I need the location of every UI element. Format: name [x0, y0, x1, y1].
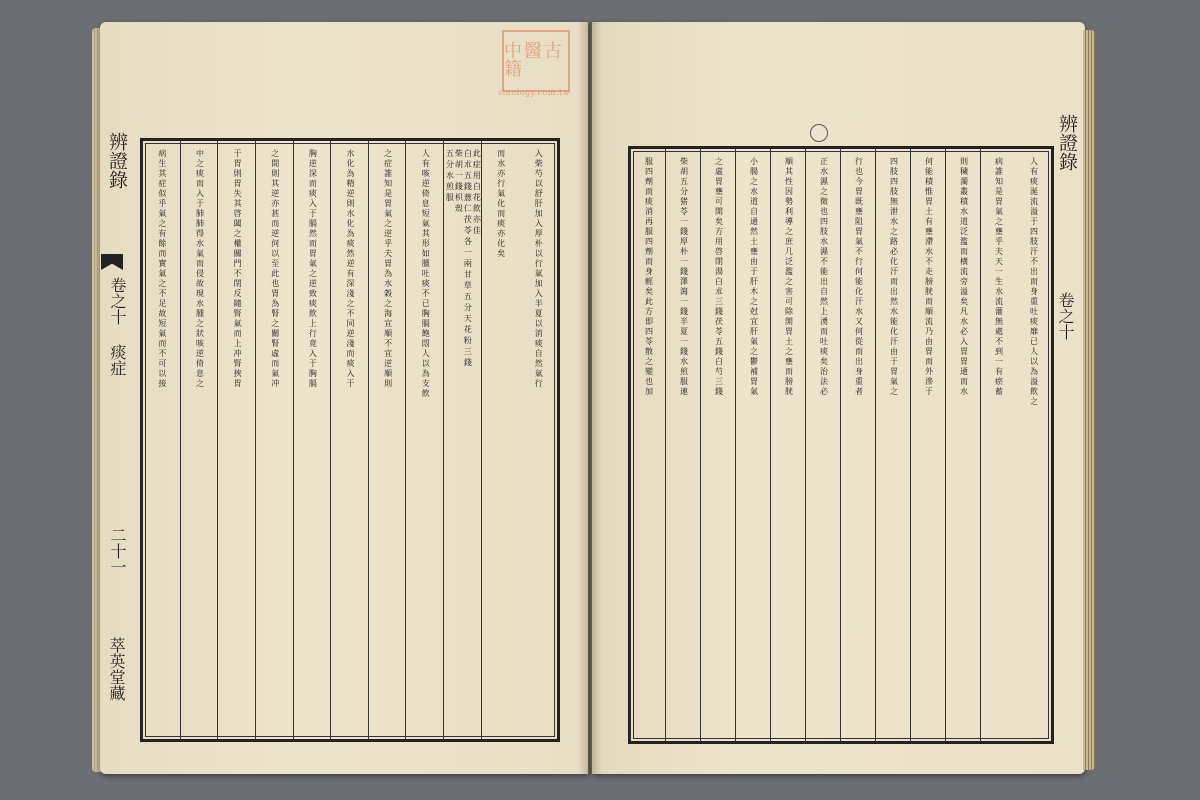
text-column	[180, 141, 219, 739]
left-margin-folio: 二十一	[108, 527, 127, 575]
text-column	[735, 149, 771, 741]
text-column	[217, 141, 256, 739]
annotation-line: 柴胡一錢枳殼	[454, 149, 464, 215]
column-text: 入柴芍以舒肝加入厚朴以行氣加入半夏以消痰自然氣行	[534, 149, 544, 389]
text-column	[840, 149, 876, 741]
right-margin-title: 辨證錄	[1056, 114, 1078, 171]
right-text-frame	[628, 146, 1054, 744]
column-text: 何能積惟胃土有壅滯水不走膀胱而順流乃由胃而外滲于	[924, 157, 934, 397]
text-column	[519, 141, 557, 739]
column-text: 小腸之水道自通然土壅由于肝木之尅宜肝氣之鬱補胃氣	[749, 157, 759, 397]
annotation-line: 白朮五錢薏仁茯苓各一兩甘草五分天花粉三錢	[463, 149, 473, 369]
column-text: 人有痰涎流溢于四肢汗不出而身重吐痰靡已人以為溢飲之	[1029, 157, 1039, 407]
ring-mark	[810, 124, 828, 142]
right-margin-section: 卷之十	[1056, 292, 1075, 340]
left-margin-publisher: 萃英堂藏	[107, 637, 126, 701]
left-text-frame	[140, 138, 560, 742]
annotation-line: 五分水煎服	[445, 149, 455, 204]
left-margin-section: 卷之十 痰症	[108, 277, 127, 376]
column-text: 順其性因勢利導之庶几泛濫之害可除開胃土之壅而膀胱	[784, 157, 794, 397]
text-column	[980, 149, 1016, 741]
column-text: 服四劑而痰消再服四劑而身輕矣此方即四苓散之變也加	[644, 157, 654, 397]
open-book	[100, 22, 1085, 780]
text-column	[805, 149, 841, 741]
column-text: 病誰知是胃氣之壅乎夫天一生水流灌無處不到一有瘀蓄	[994, 157, 1004, 397]
column-text: 四肢四肢無泄水之路必化汗而出然水能化汗由于胃氣之	[889, 157, 899, 397]
text-column	[405, 141, 444, 739]
column-text: 正水濕之徵也四肢水濕不能出自然上湧而吐痰矣治法必	[819, 157, 829, 397]
text-column	[255, 141, 294, 739]
text-column	[945, 149, 981, 741]
text-column	[630, 149, 666, 741]
column-text: 病生其症似乎氣之有餘而實氣之不足故短氣而不可以接	[157, 149, 167, 389]
column-text: 于胃則胃失其啓闔之權關門不閉反隨腎氣而上冲腎挾胃	[233, 149, 243, 389]
column-text: 柴胡五分猪苓一錢厚朴一錢澤瀉一錢半夏一錢水煎服連	[679, 157, 689, 397]
column-text: 而水亦行氣化而痰亦化矣	[496, 149, 506, 259]
seal-caption: sinology.com.tw	[498, 88, 571, 97]
annotation-line: 此症用白花飲亦佳	[472, 149, 482, 237]
column-text: 之症誰知是胃氣之逆乎夫胃為水穀之海宜順不宜逆順則	[383, 149, 393, 389]
text-column	[875, 149, 911, 741]
text-column	[770, 149, 806, 741]
text-column	[910, 149, 946, 741]
text-column	[330, 141, 369, 739]
fishtail-mark	[101, 254, 123, 270]
column-text: 之虛胃壅可開矣方用啓閉湯白朮三錢茯苓五錢白芍三錢	[714, 157, 724, 397]
library-seal-stamp: 中醫古籍	[502, 30, 570, 92]
text-column	[1016, 149, 1051, 741]
text-column	[368, 141, 407, 739]
text-column	[665, 149, 701, 741]
text-column	[481, 141, 520, 739]
column-text: 行也今胃既壅阻胃氣不行何能化汗水又何從而出身重者	[854, 157, 864, 397]
text-column	[293, 141, 332, 739]
text-column	[443, 141, 482, 739]
left-page	[100, 22, 588, 774]
right-page-edge	[1083, 30, 1095, 770]
book-gutter	[578, 22, 602, 774]
right-page	[592, 22, 1085, 774]
text-column	[142, 141, 181, 739]
column-text: 中之痰而入于肺肺得水氣而侵故現水腫之狀咳逆倚息之	[195, 149, 205, 389]
column-text: 水化為精逆則水化為痰然逆有深淺之不同逆淺而痰入于	[346, 149, 356, 389]
column-text: 人有咳逆倚息短氣其形如腫吐痰不已胸膈飽悶人以為支飲	[421, 149, 431, 399]
column-text: 之間則其逆亦甚而逆何以至此也胃為腎之關腎虛而氣冲	[270, 149, 280, 389]
column-text: 則穢濁叢積水道泛濫而橫流旁溢矣凡水必入胃胃通而水	[959, 157, 969, 397]
column-text: 胸逆深而痰入于膈然而胃氣之逆致痰飲上行竟入于胸膈	[308, 149, 318, 389]
text-column	[700, 149, 736, 741]
left-margin-title: 辨證錄	[106, 132, 128, 189]
